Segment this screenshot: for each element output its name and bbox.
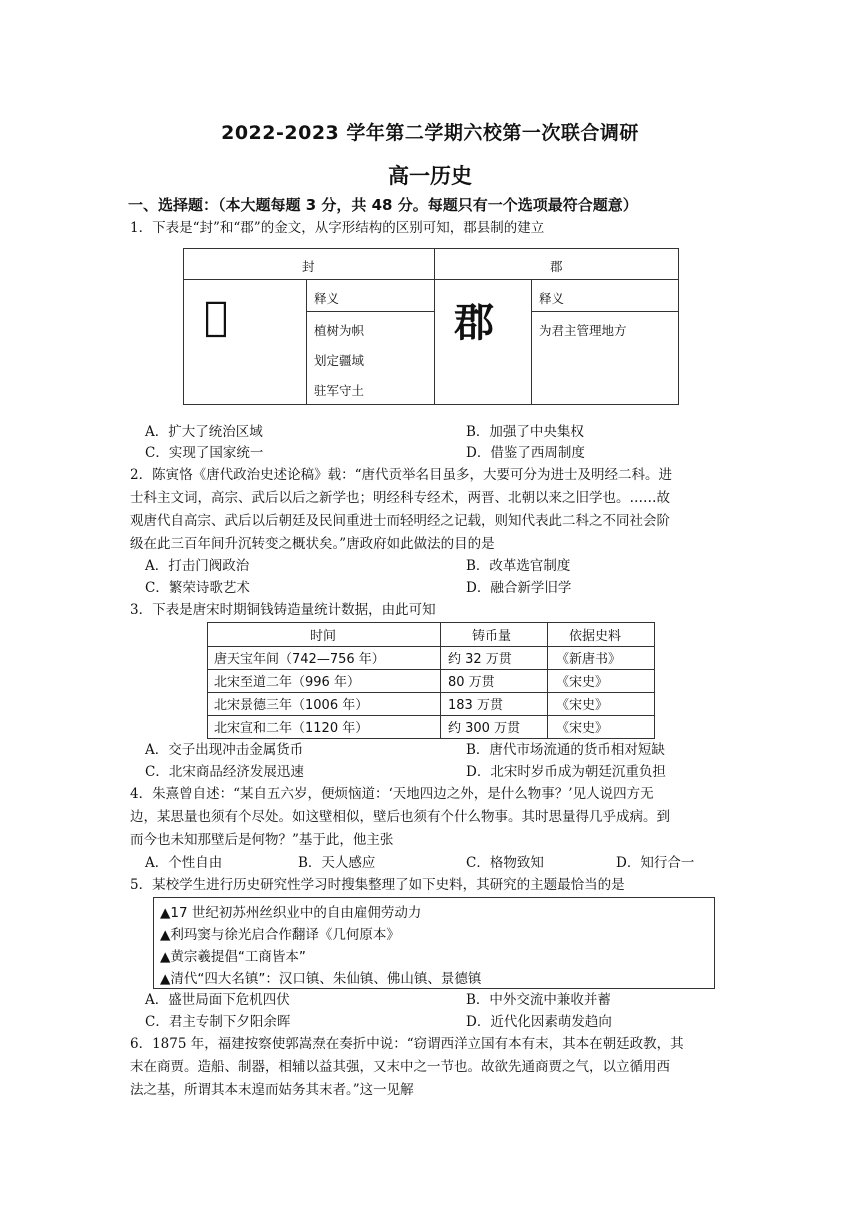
- header-time: 时间: [310, 629, 337, 644]
- table-row: [208, 623, 654, 647]
- header-source: 依据史料: [569, 629, 622, 644]
- q2-line-2: 士科主文词，高宗、武后以后之新学也；明经科专经术，两晋、北朝以来之旧学也。……故: [130, 490, 670, 506]
- feng-meaning-label: 释义: [314, 291, 340, 306]
- q4-option-c[interactable]: C．格物致知: [466, 855, 544, 871]
- q3-option-b[interactable]: B．唐代市场流通的货币相对短缺: [466, 742, 665, 758]
- q5-option-c[interactable]: C．君主专制下夕阳余晖: [145, 1014, 291, 1030]
- q1-stem: 1．下表是“封”和“郡”的金文，从字形结构的区别可知，郡县制的建立: [130, 220, 545, 236]
- q2-line-1: 2．陈寅恪《唐代政治史述论稿》载：“唐代贡举名目虽多，大要可分为进士及明经二科。进: [130, 467, 672, 483]
- q3-option-a[interactable]: A．交子出现冲击金属货币: [145, 742, 304, 758]
- q3-stem: 3．下表是唐宋时期铜钱铸造量统计数据，由此可知: [130, 602, 436, 618]
- q2-option-b[interactable]: B．改革选官制度: [466, 558, 571, 574]
- q1-option-c[interactable]: C．实现了国家统一: [145, 445, 264, 461]
- q5-item: ▲清代“四大名镇”：汉口镇、朱仙镇、佛山镇、景德镇: [160, 971, 482, 987]
- table-head-jun: 郡: [550, 259, 563, 274]
- q2-option-c[interactable]: C．繁荣诗歌艺术: [145, 580, 250, 596]
- jun-bronze-glyph: 郡: [454, 299, 490, 346]
- q4-option-a[interactable]: A．个性自由: [145, 855, 223, 871]
- header-amount: 铸币量: [472, 629, 512, 644]
- table-head-feng: 封: [302, 259, 315, 274]
- q5-item: ▲17 世纪初苏州丝织业中的自由雇佣劳动力: [160, 905, 422, 921]
- feng-meaning-1: 植树为帜: [314, 323, 365, 338]
- q5-source-box: [153, 897, 715, 989]
- q2-option-d[interactable]: D．融合新学旧学: [466, 580, 572, 596]
- table-row: [208, 692, 654, 716]
- q1-option-a[interactable]: A．扩大了统治区域: [145, 424, 263, 440]
- q2-line-3: 观唐代自高宗、武后以后朝廷及民间重进士而轻明经之记载，则知代表此二科之不同社会阶: [130, 513, 670, 529]
- jun-meaning: 为君主管理地方: [539, 323, 627, 338]
- q1-option-d[interactable]: D．借鉴了西周制度: [466, 445, 585, 461]
- cell-source: 《宋史》: [556, 698, 609, 713]
- cell-source: 《宋史》: [556, 721, 609, 736]
- feng-meaning-3: 驻军守土: [314, 383, 365, 398]
- q3-table: [207, 622, 655, 739]
- table-row: [208, 715, 654, 739]
- feng-meaning-2: 划定疆域: [314, 353, 365, 368]
- cell-source: 《宋史》: [556, 675, 609, 690]
- cell-source: 《新唐书》: [556, 652, 622, 667]
- cell-amount: 约 32 万贯: [448, 652, 512, 667]
- q2-option-a[interactable]: A．打击门阀政治: [145, 558, 250, 574]
- q6-line-2: 末在商贾。造船、制器，相辅以益其强，又末中之一节也。故欲先通商贾之气，以立循用西: [130, 1059, 670, 1075]
- q4-line-3: 而今也未知那壁后是何物？”基于此，他主张: [130, 832, 394, 848]
- q4-line-2: 边，某思量也须有个尽处。如这壁相似，壁后也须有个什么物事。其时思量得几乎成病。到: [130, 809, 670, 825]
- table-row: [208, 646, 654, 670]
- exam-title: 2022-2023 学年第二学期六校第一次联合调研: [221, 122, 639, 144]
- q4-option-d[interactable]: D．知行合一: [616, 855, 695, 871]
- q5-option-a[interactable]: A．盛世局面下危机四伏: [145, 992, 290, 1008]
- q1-option-b[interactable]: B．加强了中央集权: [466, 424, 584, 440]
- subject-title: 高一历史: [388, 164, 472, 188]
- q2-line-4: 级在此三百年间升沉转变之概状矣。”唐政府如此做法的目的是: [130, 536, 495, 552]
- feng-bronze-glyph: 𡋟: [204, 293, 229, 340]
- q1-table: [183, 248, 679, 405]
- q5-item: ▲利玛窦与徐光启合作翻译《几何原本》: [160, 927, 400, 943]
- q6-line-3: 法之基，所谓其本末遑而姑务其末者。”这一见解: [130, 1082, 414, 1098]
- cell-amount: 183 万贯: [448, 698, 503, 713]
- section-heading: 一、选择题：（本大题每题 3 分，共 48 分。每题只有一个选项最符合题意）: [128, 196, 638, 214]
- q3-option-c[interactable]: C．北宋商品经济发展迅速: [145, 764, 304, 780]
- cell-time: 北宋宣和二年（1120 年）: [214, 721, 369, 736]
- table-row: [208, 669, 654, 693]
- q5-stem: 5．某校学生进行历史研究性学习时搜集整理了如下史料，其研究的主题最恰当的是: [130, 877, 625, 893]
- q4-line-1: 4．朱熹曾自述：“某自五六岁，便烦恼道：‘天地四边之外，是什么物事？’见人说四方无: [130, 786, 654, 802]
- cell-amount: 80 万贯: [448, 675, 495, 690]
- q5-option-d[interactable]: D．近代化因素萌发趋向: [466, 1014, 612, 1030]
- q6-line-1: 6．1875 年，福建按察使郭嵩焘在奏折中说：“窃谓西洋立国有本有末，其本在朝廷政教，其: [130, 1036, 684, 1052]
- q5-option-b[interactable]: B．中外交流中兼收并蓄: [466, 992, 611, 1008]
- cell-time: 唐天宝年间（742—756 年）: [214, 652, 385, 667]
- q3-option-d[interactable]: D．北宋时岁币成为朝廷沉重负担: [466, 764, 666, 780]
- q4-option-b[interactable]: B．天人感应: [298, 855, 376, 871]
- jun-meaning-label: 释义: [539, 291, 565, 306]
- cell-time: 北宋至道二年（996 年）: [214, 675, 360, 690]
- q5-item: ▲黄宗羲提倡“工商皆本”: [160, 949, 306, 965]
- cell-time: 北宋景德三年（1006 年）: [214, 698, 369, 713]
- cell-amount: 约 300 万贯: [448, 721, 521, 736]
